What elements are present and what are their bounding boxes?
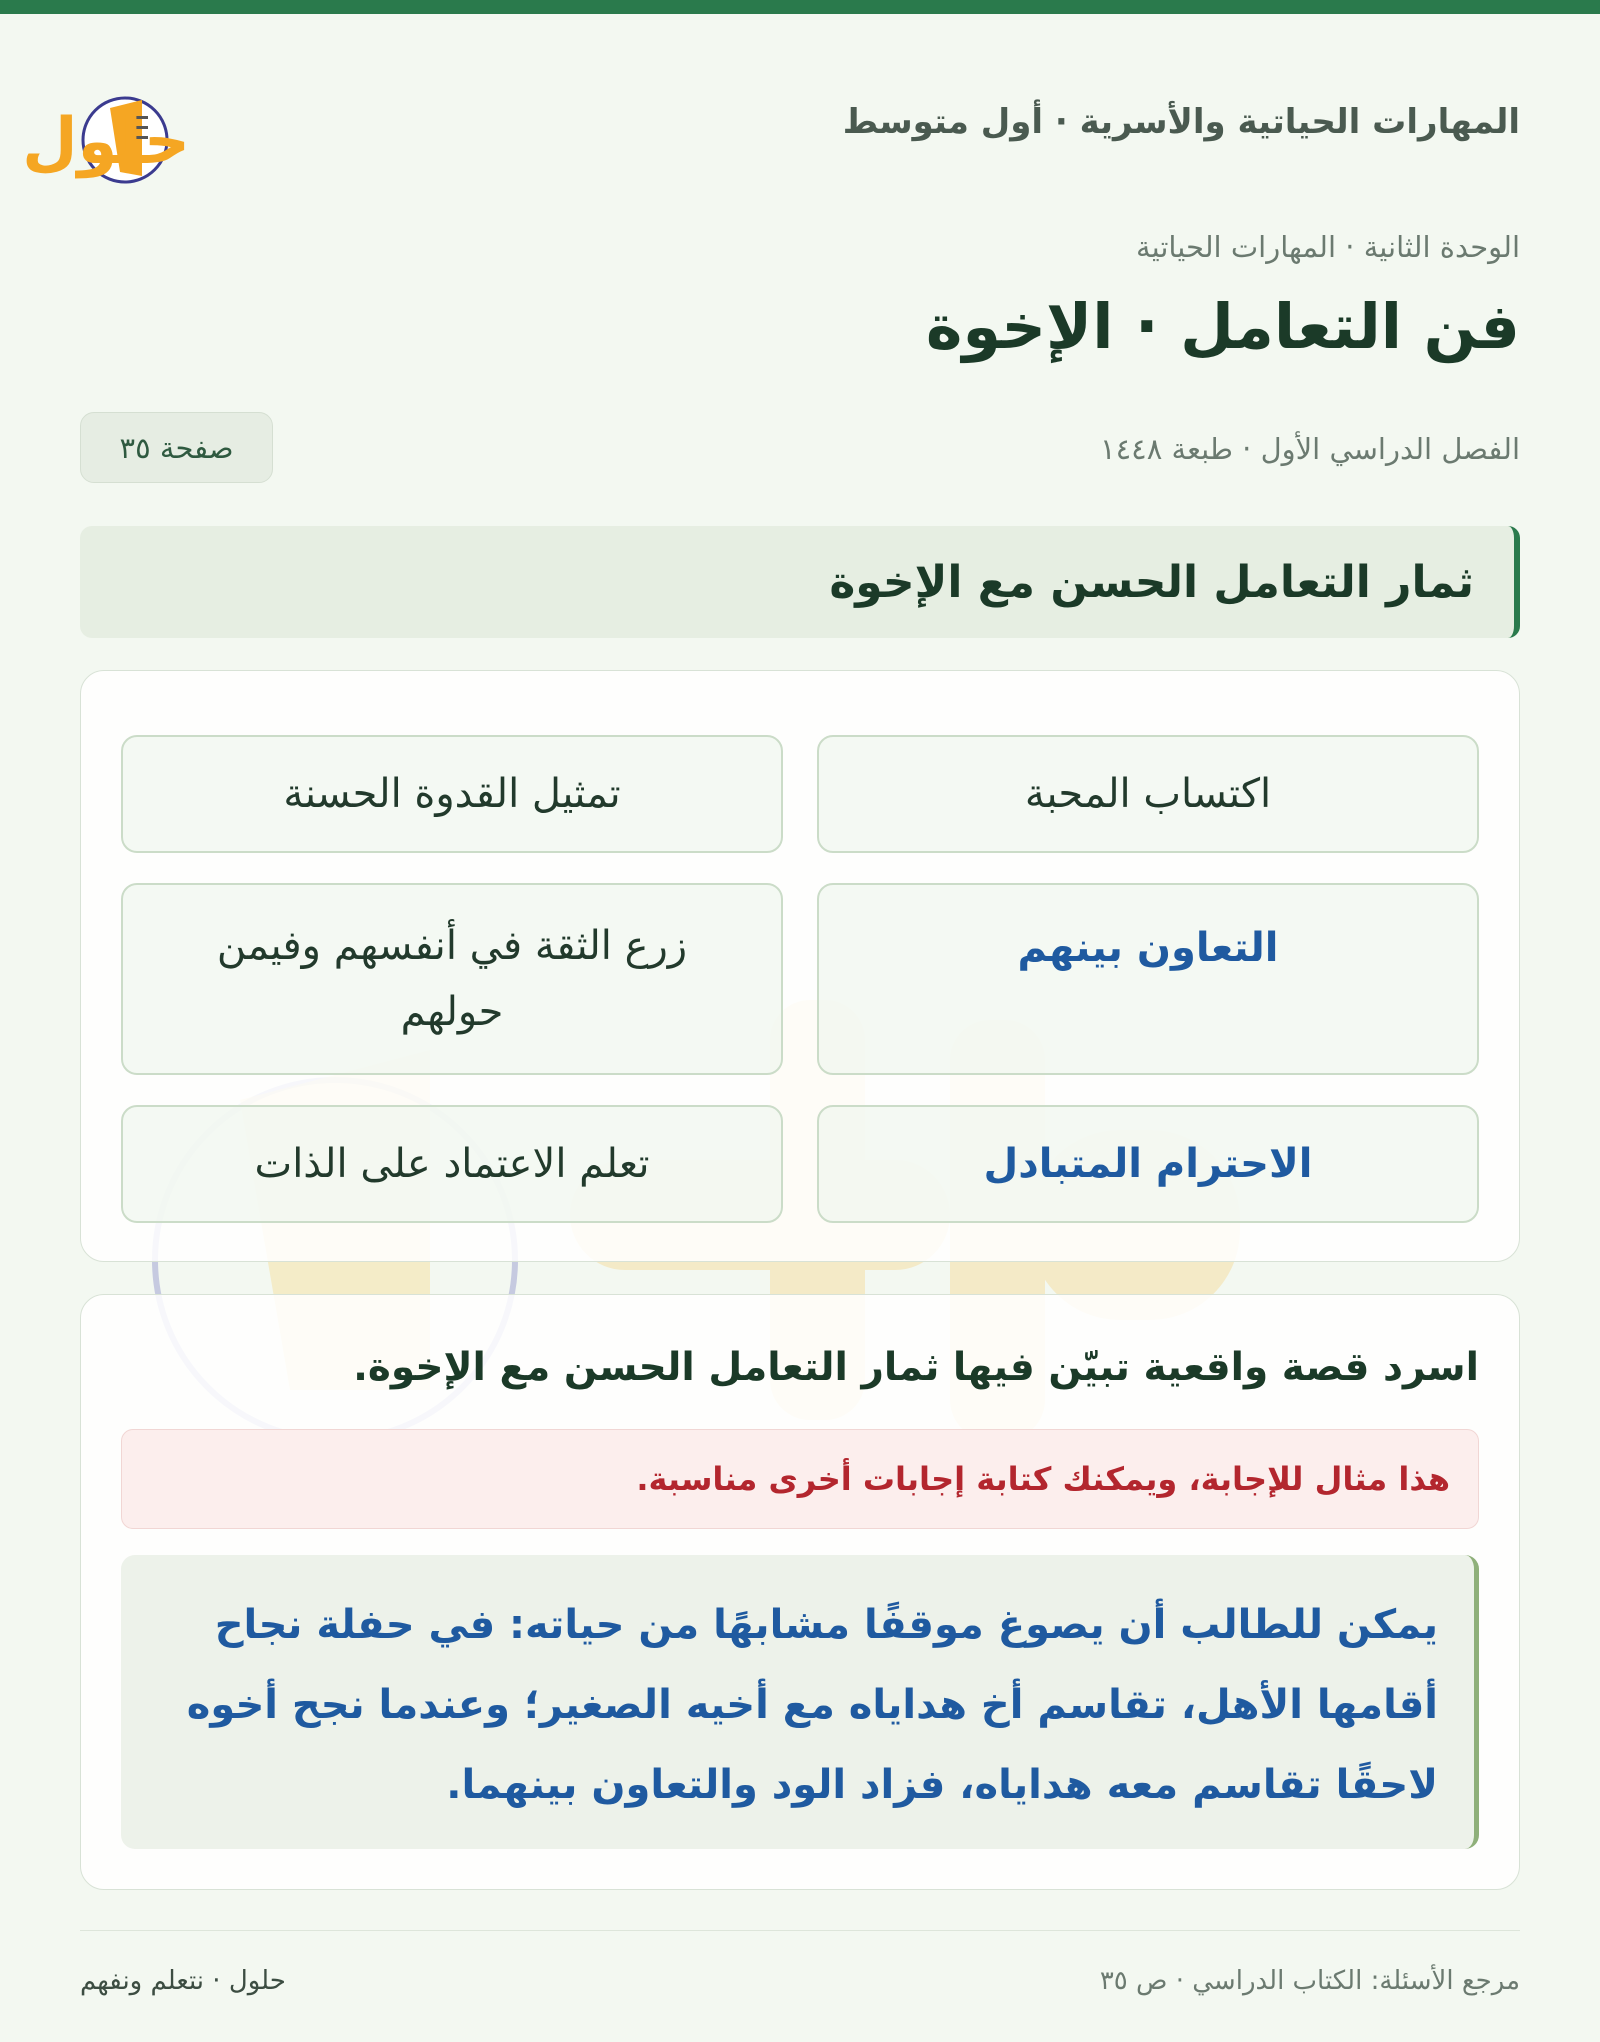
benefits-panel — [80, 670, 1520, 1262]
book-icon[interactable] — [22, 68, 360, 188]
top-accent-bar — [0, 0, 1600, 14]
benefit-card: اكتساب المحبة — [817, 735, 1479, 853]
benefit-card: زرع الثقة في أنفسهم وفيمن حولهم — [121, 883, 783, 1075]
page-title: فن التعامل · الإخوة — [925, 290, 1520, 363]
section-heading — [80, 526, 1520, 638]
unit-breadcrumb: الوحدة الثانية · المهارات الحياتية — [1136, 230, 1520, 264]
question-panel — [80, 1294, 1520, 1890]
answer-note-text: هذا مثال للإجابة، ويمكنك كتابة إجابات أخرى مناسبة. — [636, 1460, 1450, 1498]
answer-note — [121, 1429, 1479, 1529]
benefit-card: تعلم الاعتماد على الذات — [121, 1105, 783, 1223]
term-edition: الفصل الدراسي الأول · طبعة ١٤٤٨ — [1100, 432, 1520, 466]
footer-brand: حلول · نتعلم ونفهم — [80, 1966, 286, 1996]
page-badge: صفحة ٣٥ — [80, 412, 273, 483]
footer-reference: مرجع الأسئلة: الكتاب الدراسي · ص ٣٥ — [1099, 1966, 1520, 1996]
footer-divider — [80, 1930, 1520, 1931]
question-text: اسرد قصة واقعية تبيّن فيها ثمار التعامل الحسن مع الإخوة. — [353, 1345, 1479, 1390]
benefit-card: تمثيل القدوة الحسنة — [121, 735, 783, 853]
logo-text: حلول — [22, 105, 190, 179]
benefit-card-highlight: التعاون بينهم — [817, 883, 1479, 1075]
subject-title: المهارات الحياتية والأسرية · أول متوسط — [842, 102, 1520, 142]
benefit-card-highlight: الاحترام المتبادل — [817, 1105, 1479, 1223]
answer-text: يمكن للطالب أن يصوغ موقفًا مشابهًا من حياته: في حفلة نجاح أقامها الأهل، تقاسم أخ هداياه مع أخيه الصغير؛ وعندما نجح أخوه لاحقًا تقاسم معه هداياه، فزاد الود والتعاون بينهما. — [186, 1602, 1438, 1808]
answer-box — [121, 1555, 1479, 1849]
section-title: ثمار التعامل الحسن مع الإخوة — [829, 556, 1474, 608]
page-header — [22, 60, 1520, 190]
